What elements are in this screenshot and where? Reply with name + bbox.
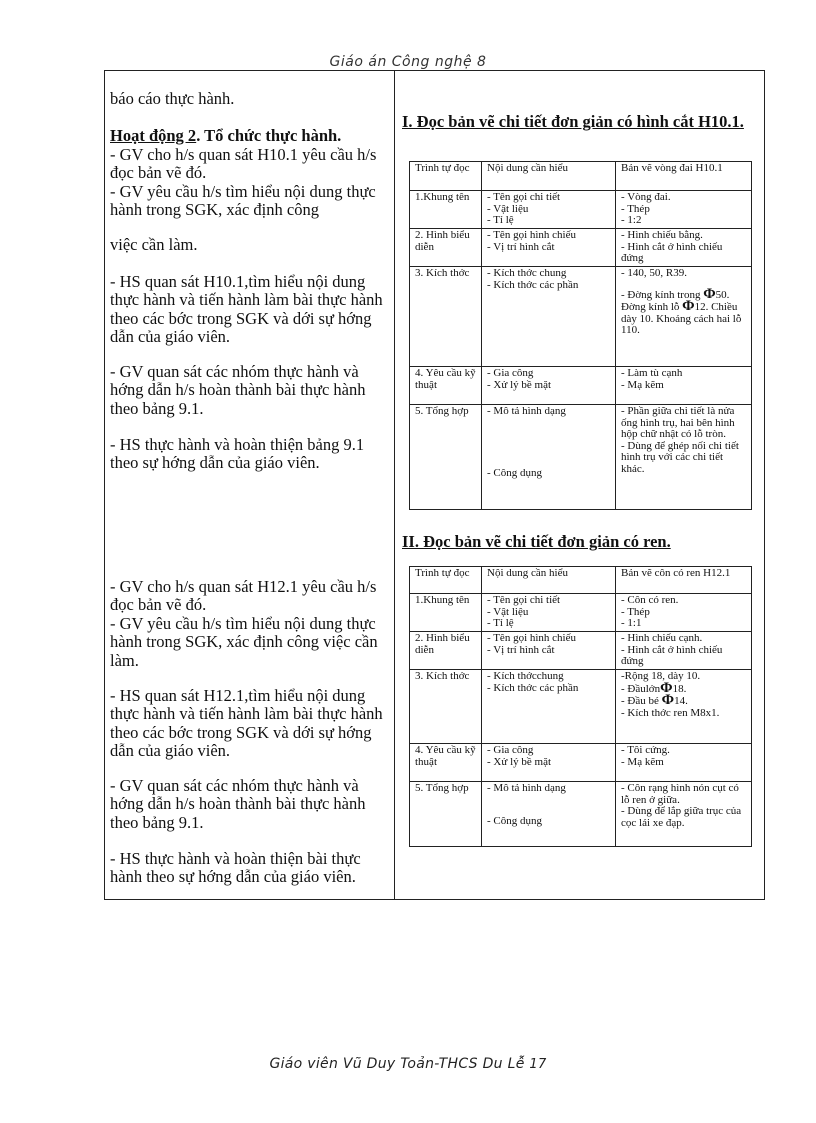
table-cell	[616, 670, 752, 744]
cell-text: - Đờng kính trong	[621, 288, 701, 301]
diameter-symbol: Φ	[661, 692, 675, 708]
table-cell	[616, 229, 752, 267]
table-row	[410, 744, 752, 782]
table-cell	[616, 267, 752, 367]
cell-text: 12. Chiều dày 10. Khoảng cách hai lỗ 110.	[621, 301, 742, 336]
cell-text: 18.	[672, 682, 687, 695]
table-row	[410, 594, 752, 632]
table-header-row	[410, 162, 752, 191]
table-h10-1	[409, 161, 752, 510]
left-text-p2: - GV yêu cầu h/s tìm hiểu nội dung thực hành trong SGK, xác định công	[110, 181, 376, 219]
cell-line: - Kích thớcchung	[487, 670, 564, 682]
table-cell	[616, 632, 752, 670]
left-text-p8: - GV yêu cầu h/s tìm hiểu nội dung thực hành trong SGK, xác định công việc cần làm.	[110, 613, 378, 670]
cell-line: - Phần giữa chi tiết là nửa ống hình trụ, hai bên hình hộp chữ nhật có lỗ tròn.	[621, 405, 735, 440]
left-text-p3: việc cần làm.	[110, 234, 198, 254]
table-row	[410, 229, 752, 267]
cell-line: - Hình chiếu cạnh.	[621, 632, 703, 644]
cell-text: - Đầulớn	[621, 682, 661, 695]
table-cell: 1.Khung tên	[410, 594, 482, 632]
activity-heading-title: . Tổ chức thực hành.	[196, 125, 342, 145]
table-cell	[482, 267, 616, 367]
table-cell	[482, 191, 616, 229]
cell-line: - Tên gọi chi tiết	[487, 191, 561, 203]
cell-line: - Công dụng	[487, 814, 542, 827]
table-row	[410, 267, 752, 367]
table-cell	[482, 632, 616, 670]
table-cell	[482, 367, 616, 405]
cell-line: - Tên gọi hình chiếu	[487, 632, 576, 644]
left-text-p10: - GV quan sát các nhóm thực hành và hớng dẫn h/s hoàn thành bài thực hành theo bảng 9.1.	[110, 775, 366, 832]
table-header-cell: Trình tự đọc	[410, 162, 482, 191]
cell-line: - Hình cắt ở hình chiếu đứng	[621, 240, 723, 264]
column-divider	[394, 70, 395, 900]
cell-line: - 1:1	[621, 617, 642, 629]
diameter-symbol: Φ	[660, 679, 673, 696]
cell-line: - Tên gọi chi tiết	[487, 594, 561, 606]
table-cell	[616, 744, 752, 782]
table-cell: 4. Yêu cầu kỹ thuật	[410, 367, 482, 405]
cell-line: - Vị trí hình cắt	[487, 240, 555, 253]
cell-line: - Côn có ren.	[621, 594, 679, 606]
left-text-p9: - HS quan sát H12.1,tìm hiểu nội dung thực hành và tiến hành làm bài thực hành theo các bớc trong SGK và dới sự hớng dẫn của giáo viên.	[110, 685, 383, 760]
left-text-p7: - GV cho h/s quan sát H12.1 yêu cầu h/s đọc bản vẽ đó.	[110, 576, 377, 614]
table-cell: 5. Tổng hợp	[410, 782, 482, 847]
cell-line: - Vật liệu	[487, 605, 529, 618]
table-cell: 2. Hình biểu diễn	[410, 632, 482, 670]
page-header: Giáo án Công nghệ 8	[329, 54, 487, 70]
cell-line: - 1:2	[621, 214, 642, 226]
page-number: 17	[529, 1057, 547, 1072]
table-row	[410, 191, 752, 229]
cell-line: - Mô tả hình dạng	[487, 405, 566, 417]
table-row	[410, 405, 752, 510]
table-header-cell: Nội dung cần hiểu	[482, 567, 616, 594]
table-cell	[482, 594, 616, 632]
diameter-symbol: Φ	[682, 298, 695, 314]
table-cell: 5. Tổng hợp	[410, 405, 482, 510]
left-text-p4: - HS quan sát H10.1,tìm hiểu nội dung thực hành và tiến hành làm bài thực hành theo các bớc trong SGK và dới sự hớng dẫn của giáo viên.	[110, 271, 383, 346]
cell-line: - Công dụng	[487, 466, 542, 479]
cell-line: - Kích thớc ren M8x1.	[621, 706, 720, 719]
cell-line: - Kích thớc các phần	[487, 278, 579, 291]
left-text-p11: - HS thực hành và hoàn thiện bài thực hành theo sự hớng dẫn của giáo viên.	[110, 848, 361, 886]
table-cell	[616, 782, 752, 847]
cell-line: - Tỉ lệ	[487, 617, 514, 629]
cell-line: - Mô tả hình dạng	[487, 782, 566, 794]
cell-line	[621, 285, 746, 337]
cell-line: - Vị trí hình cắt	[487, 643, 555, 656]
table-header-row	[410, 567, 752, 594]
cell-line: - Vòng đai.	[621, 191, 671, 203]
cell-line: - Gia công	[487, 367, 534, 379]
table-cell	[482, 670, 616, 744]
cell-line: - Thép	[621, 605, 650, 618]
table-cell	[482, 405, 616, 510]
cell-line: - Vật liệu	[487, 202, 529, 215]
cell-text: - Đầu bé	[621, 695, 659, 707]
cell-line: - Mạ kẽm	[621, 378, 664, 391]
table-header-cell: Bản vẽ côn có ren H12.1	[616, 567, 752, 594]
cell-line: - Kích thớc chung	[487, 267, 567, 279]
cell-line: - Tôi cứng.	[621, 744, 670, 756]
table-row	[410, 632, 752, 670]
table-header-cell: Bản vẽ vòng đai H10.1	[616, 162, 752, 191]
cell-line: - Hình chiếu bằng.	[621, 229, 703, 241]
cell-line: - Xử lý bề mặt	[487, 378, 552, 391]
left-text-p1: - GV cho h/s quan sát H10.1 yêu cầu h/s đọc bản vẽ đó.	[110, 144, 377, 182]
cell-line: -Rộng 18, dày 10.	[621, 670, 701, 682]
table-header-cell: Trình tự đọc	[410, 567, 482, 594]
left-text-p5: - GV quan sát các nhóm thực hành và hớng dẫn h/s hoàn thành bài thực hành theo bảng 9.1.	[110, 361, 366, 418]
activity-heading	[110, 127, 392, 146]
table-h12-1	[409, 566, 752, 847]
table-cell	[482, 229, 616, 267]
cell-line: - Tỉ lệ	[487, 214, 514, 226]
table-cell	[616, 367, 752, 405]
diameter-symbol: Φ	[703, 285, 716, 302]
table-header-cell: Nội dung cần hiểu	[482, 162, 616, 191]
cell-text: 14.	[674, 695, 688, 707]
cell-line: - Xử lý bề mặt	[487, 755, 552, 768]
table-cell	[482, 744, 616, 782]
table-cell: 3. Kích thớc	[410, 267, 482, 367]
footer-text: Giáo viên Vũ Duy Toản-THCS Du Lễ	[269, 1056, 525, 1072]
section-1-title: I. Đọc bản vẽ chi tiết đơn giản có hình cắt H10.1.	[402, 112, 744, 131]
table-row	[410, 782, 752, 847]
table-cell	[616, 594, 752, 632]
cell-line: - Hình cắt ở hình chiếu đứng	[621, 643, 723, 667]
table-cell: 3. Kích thớc	[410, 670, 482, 744]
cell-line: - Tên gọi hình chiếu	[487, 229, 576, 241]
activity-heading-label: Hoạt động 2	[110, 125, 197, 145]
table-cell: 2. Hình biểu diễn	[410, 229, 482, 267]
cell-line: - Côn rạng hình nón cụt có lỗ ren ở giữa.	[621, 782, 739, 806]
cell-line: - Gia công	[487, 744, 534, 756]
left-text-p6: - HS thực hành và hoàn thiện bảng 9.1 theo sự hớng dẫn của giáo viên.	[110, 434, 365, 472]
cell-line: - Kích thớc các phần	[487, 681, 579, 694]
cell-line	[621, 692, 746, 708]
cell-line: - Làm tù cạnh	[621, 367, 683, 379]
table-cell: 4. Yêu cầu kỹ thuật	[410, 744, 482, 782]
section-2-title: II. Đọc bản vẽ chi tiết đơn giản có ren.	[402, 532, 671, 551]
table-cell	[482, 782, 616, 847]
cell-line: - Dùng để lắp giữa trục của cọc lái xe đạp.	[621, 805, 742, 829]
cell-line	[621, 679, 746, 696]
table-cell	[616, 191, 752, 229]
cell-text: 50. Đờng kính lỗ	[621, 288, 730, 313]
cell-line: - Thép	[621, 202, 650, 215]
cell-line: - 140, 50, R39.	[621, 267, 687, 279]
table-cell: 1.Khung tên	[410, 191, 482, 229]
table-row	[410, 670, 752, 744]
table-cell	[616, 405, 752, 510]
cell-line: - Dùng để ghép nối chi tiết hình trụ với các chi tiết khác.	[621, 439, 739, 475]
page-footer	[0, 1056, 816, 1072]
table-row	[410, 367, 752, 405]
cell-line: - Mạ kẽm	[621, 755, 664, 768]
left-text-p0: báo cáo thực hành.	[110, 88, 235, 108]
